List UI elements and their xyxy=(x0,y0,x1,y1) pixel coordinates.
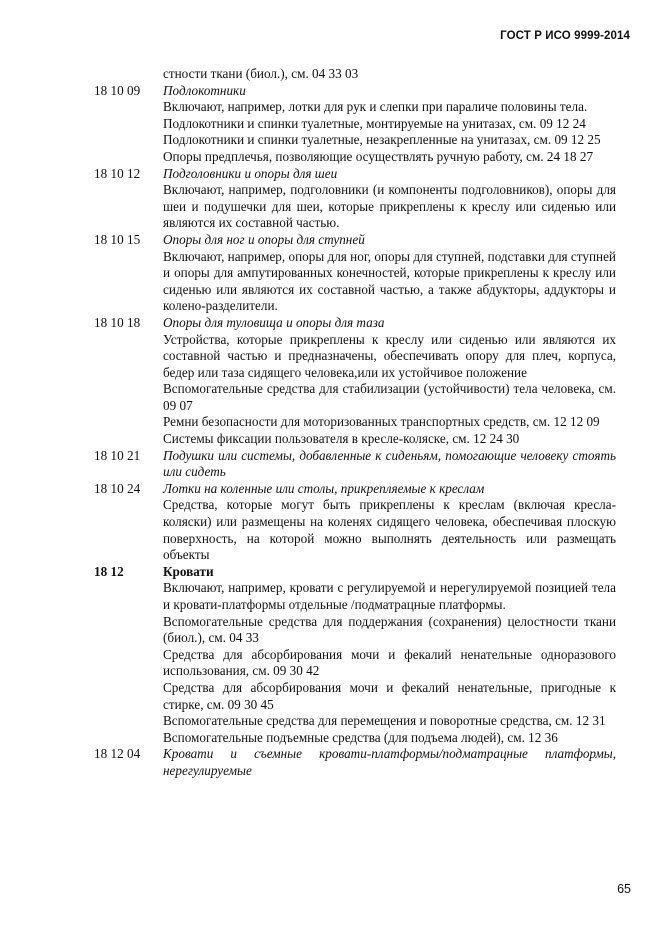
entry-paragraph: Подлокотники и спинки туалетные, монтируемые на унитазах, см. 09 12 24 xyxy=(163,115,586,131)
entry-code: 18 10 15 xyxy=(94,231,141,247)
entry-title: Опоры для ног и опоры для ступней xyxy=(163,231,365,247)
entry-code: 18 12 xyxy=(94,563,124,579)
entry-paragraph: Вспомогательные средства для перемещения и поворотные средства, см. 12 31 xyxy=(163,713,606,729)
entry-text xyxy=(163,481,616,564)
entry-title: Кровати и съемные кровати-платформы/подматрацные платформы, нерегулируемые xyxy=(163,746,616,778)
classification-entry xyxy=(94,448,616,481)
entry-code: 18 12 04 xyxy=(94,746,141,762)
entry-title: Подушки или системы, добавленные к сиденьям, помогающие человеку стоять или сидеть xyxy=(163,447,616,480)
entry-paragraph: стности ткани (биол.), см. 04 33 03 xyxy=(163,66,359,81)
entry-text xyxy=(163,564,616,747)
entry-paragraph: Подлокотники и спинки туалетные, незакрепленные на унитазах, см. 09 12 25 xyxy=(163,132,601,148)
entry-title: Опоры для туловища и опоры для таза xyxy=(163,314,385,330)
entry-title: Кровати xyxy=(163,563,214,579)
classification-entry xyxy=(94,66,616,83)
page-number: 65 xyxy=(617,882,631,896)
entry-paragraph: Включают, например, опоры для ног, опоры для ступней, подставки для ступней и опоры для ампутированных конечностей, которые прикреплены к креслу или сиденью или являются их составной частью, а также абдукторы, аддукторы и колено-разделители. xyxy=(163,248,616,314)
document-body xyxy=(94,66,616,780)
entry-code: 18 10 18 xyxy=(94,314,141,330)
entry-paragraph: Включают, например, лотки для рук и слепки при параличе половины тела. xyxy=(163,99,588,115)
entry-paragraph: Устройства, которые прикреплены к креслу или сиденью или являются их составной частью и предназначены, обеспечивать опору для плеч, корпуса, бедер или таза сидящего человека,или их устойчивое положение xyxy=(163,331,616,380)
entry-text xyxy=(163,746,616,779)
document-header: ГОСТ Р ИСО 9999-2014 xyxy=(500,30,630,42)
entry-title: Лотки на коленные или столы, прикрепляемые к креслам xyxy=(163,480,485,496)
entry-paragraph: Включают, например, кровати с регулируемой и нерегулируемой позицией тела и кровати-платформы отдельные /подматрацные платформы. xyxy=(163,580,616,612)
entry-code: 18 10 21 xyxy=(94,447,141,463)
entry-paragraph: Вспомогательные средства для поддержания (сохранения) целостности ткани (биол.), см. 04 33 xyxy=(163,613,616,646)
classification-entry xyxy=(94,315,616,448)
entry-code: 18 10 09 xyxy=(94,82,141,98)
entry-paragraph: Средства для абсорбирования мочи и фекалий ненательные одноразового использования, см. 09 30 42 xyxy=(163,646,616,679)
entry-paragraph: Средства, которые могут быть прикреплены к креслам (включая кресла-коляски) или размещены на коленях сидящего человека, обеспечивая плоскую поверхность, на которой можно выполнять деятельность или размещать объекты xyxy=(163,497,616,563)
entry-paragraph: Средства для абсорбирования мочи и фекалий ненательные, пригодные к стирке, см. 09 30 45 xyxy=(163,679,616,712)
entry-text xyxy=(163,232,616,315)
entry-paragraph: Вспомогательные подъемные средства (для подъема людей), см. 12 36 xyxy=(163,729,558,745)
entry-text xyxy=(163,315,616,448)
entry-paragraph: Вспомогательные средства для стабилизации (устойчивости) тела человека, см. 09 07 xyxy=(163,381,616,413)
classification-entry xyxy=(94,564,616,747)
classification-entry xyxy=(94,746,616,779)
entry-text xyxy=(163,83,616,166)
entry-code xyxy=(94,66,163,83)
entry-paragraph: Системы фиксации пользователя в кресле-коляске, см. 12 24 30 xyxy=(163,431,520,447)
entry-paragraph: Включают, например, подголовники (и компоненты подголовников), опоры для шеи и подушечки для шеи, которые прикреплены к креслу или сиденью или являются их составной частью. xyxy=(163,182,616,231)
entry-text xyxy=(163,166,616,232)
classification-entry xyxy=(94,481,616,564)
classification-entry xyxy=(94,83,616,166)
entry-title: Подлокотники xyxy=(163,82,246,98)
entry-paragraph: Ремни безопасности для моторизованных транспортных средств, см. 12 12 09 xyxy=(163,414,600,430)
entry-code: 18 10 24 xyxy=(94,480,141,496)
classification-entry xyxy=(94,166,616,232)
entry-code: 18 10 12 xyxy=(94,165,141,181)
entry-text xyxy=(163,66,616,83)
entry-title: Подголовники и опоры для шеи xyxy=(163,165,338,181)
classification-entry xyxy=(94,232,616,315)
entry-text xyxy=(163,448,616,481)
entry-paragraph: Опоры предплечья, позволяющие осуществлять ручную работу, см. 24 18 27 xyxy=(163,148,594,164)
